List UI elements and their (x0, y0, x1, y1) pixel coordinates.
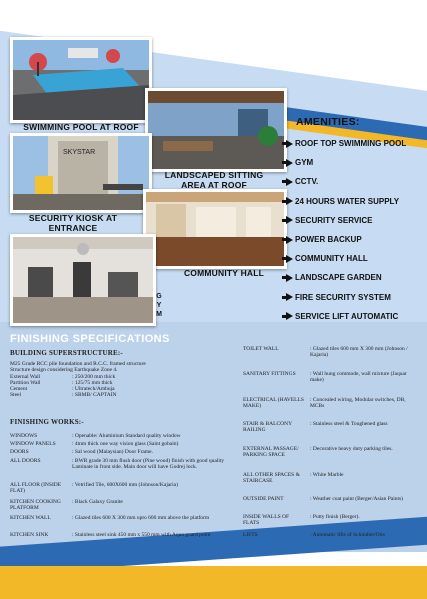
building-line: M25 Grade RCC pile foundation and R.C.C. framed structure (10, 361, 146, 367)
swimming-pool-illustration (13, 40, 149, 120)
gym-letter: G (156, 293, 162, 300)
gym-letter: M (156, 311, 162, 318)
finishing-title: FINISHING SPECIFICATIONS (10, 333, 170, 345)
spec-row (10, 499, 236, 512)
spec-value: : SRMB/ CAPTAIN (72, 392, 117, 398)
spec-value: : Glazed tiles 600 X 300 mm upto 600 mm above the platform (72, 515, 210, 521)
community-hall-photo (143, 189, 287, 269)
amenity-label: GYM (295, 158, 314, 168)
security-kiosk-photo (10, 133, 152, 213)
spec-row (243, 346, 421, 359)
spec-row (243, 472, 421, 485)
amenity-item (286, 249, 406, 268)
spec-row (10, 433, 236, 440)
amenity-item (286, 153, 406, 172)
spec-value: : Vetrified Tile, 600X600 mm (Johnson/Kajaria) (72, 482, 178, 488)
spec-value: : Openable/ Aluminium Standard quality window (72, 433, 181, 439)
arrow-right-icon (286, 312, 293, 320)
sitting-area-illustration (148, 91, 284, 169)
spec-value: : White Marble (310, 472, 344, 478)
spec-row (10, 449, 236, 456)
spec-value: : Sal wood (Malaysian) Door Frame. (72, 449, 153, 455)
spec-value: : Weather coat paint (Berger/Asian Paints) (310, 496, 403, 502)
spec-value: : Black Galaxy Granite (72, 499, 123, 505)
amenity-label: FIRE SECURITY SYSTEM (295, 292, 391, 302)
spec-value: : Stainless steel sink 450 mm x 550 mm with Aqua guard point (72, 532, 211, 538)
spec-label: WINDOW PANELS (10, 441, 56, 447)
spec-row (243, 397, 421, 410)
arrow-right-icon (286, 274, 293, 282)
spec-label: SANITARY FITTINGS (243, 371, 296, 377)
spec-row (243, 371, 421, 384)
works-heading: FINISHING WORKS:- (10, 418, 84, 426)
spec-label: ALL OTHER SPACES & STAIRCASE (243, 472, 300, 485)
amenity-label: CCTV. (295, 177, 319, 187)
sitting-area-caption: LANDSCAPED SITTING AREA AT ROOF (164, 170, 264, 190)
spec-value: : Wall hung commode, wall mixture (Jaquar make) (310, 371, 407, 384)
amenity-item (286, 230, 406, 249)
spec-label: Partition Wall (10, 380, 41, 386)
spec-label: INSIDE WALLS OF FLATS (243, 514, 290, 527)
spec-row (10, 392, 230, 399)
spec-row (243, 446, 421, 459)
spec-row (243, 532, 421, 545)
arrow-right-icon (286, 197, 293, 205)
gym-photo (10, 234, 156, 326)
spec-row (10, 515, 236, 528)
amenity-label: SERVICE LIFT AUTOMATIC (295, 311, 399, 321)
amenity-item (286, 134, 406, 153)
arrow-right-icon (286, 159, 293, 167)
spec-label: STAIR & BALCONY RAILING (243, 421, 292, 434)
spec-label: Steel (10, 392, 21, 398)
arrow-right-icon (286, 216, 293, 224)
amenity-item (286, 172, 406, 191)
spec-label: EXTERNAL PASSAGE/ PARKING SPACE (243, 446, 299, 459)
gym-caption (155, 292, 163, 319)
spec-value: : Concealed wiring, Modular switches, DB, MCBs (310, 397, 406, 410)
amenity-item (286, 192, 406, 211)
spec-row (243, 496, 421, 509)
arrow-right-icon (286, 255, 293, 263)
spec-row (243, 514, 421, 527)
spec-label: OUTSIDE PAINT (243, 496, 284, 502)
spec-value: : 4mm thick one way vision glass (Saint gobain) (72, 441, 179, 447)
amenity-label: COMMUNITY HALL (295, 254, 368, 264)
swimming-pool-photo (10, 37, 152, 123)
security-kiosk-illustration (13, 136, 149, 210)
footer-gold-band (0, 566, 427, 599)
spec-value: : Putty finish (Berger). (310, 514, 360, 520)
spec-value: : BWR grade 30 mm flush door (Pine wood) finish with good quality Laminate in front side. Main door will have Godrej lock. (72, 458, 225, 471)
amenity-label: SECURITY SERVICE (295, 215, 373, 225)
spec-row (10, 458, 236, 478)
spec-label: TOILET WALL (243, 346, 279, 352)
arrow-right-icon (286, 178, 293, 186)
spec-label: DOORS (10, 449, 29, 455)
spec-label: ALL DOORS (10, 458, 41, 464)
building-sign-text: SKYSTAR (63, 149, 96, 156)
spec-label: ALL FLOOR (INSIDE FLAT) (10, 482, 62, 495)
amenity-label: 24 HOURS WATER SUPPLY (295, 196, 400, 206)
spec-row (10, 441, 236, 448)
gym-letter: Y (156, 302, 162, 309)
spec-value: : Automatic lifts of Schindler/Otis (310, 532, 385, 538)
spec-value: : 125/75 mm thick (72, 380, 113, 386)
amenities-list (286, 134, 406, 326)
community-hall-illustration (146, 192, 284, 266)
spec-label: Cement (10, 386, 28, 392)
spec-label: ELECTRICAL (HAVELLS MAKE) (243, 397, 304, 410)
amenity-item (286, 307, 406, 326)
arrow-right-icon (286, 293, 293, 301)
amenity-label: LANDSCAPE GARDEN (295, 273, 382, 283)
swimming-pool-caption: SWIMMING POOL AT ROOF (23, 122, 139, 132)
gym-illustration (13, 237, 153, 323)
spec-row (243, 421, 421, 434)
security-kiosk-caption: SECURITY KIOSK AT ENTRANCE (28, 213, 118, 233)
amenity-label: ROOF TOP SWIMMING POOL (295, 139, 407, 149)
spec-value: : Stainless steel & Toughened glass (310, 421, 388, 427)
spec-label: KITCHEN COOKING PLATFORM (10, 499, 61, 512)
spec-label: KITCHEN WALL (10, 515, 51, 521)
building-line: Structure design considering Earthquake Zone 4. (10, 367, 118, 373)
building-heading: BUILDING SUPERSTRUCTURE:- (10, 349, 123, 357)
community-hall-caption: COMMUNITY HALL (183, 268, 265, 278)
spec-value: : Decorative heavy duty parking tiles. (310, 446, 393, 452)
spec-label: LIFTS (243, 532, 258, 538)
spec-value: : 250/200 mm thick (72, 374, 116, 380)
arrow-right-icon (286, 140, 293, 148)
amenity-label: POWER BACKUP (295, 235, 362, 245)
spec-label: WINDOWS (10, 433, 38, 439)
arrow-right-icon (286, 236, 293, 244)
amenity-item (286, 268, 406, 287)
amenity-item (286, 288, 406, 307)
spec-label: External Wall (10, 374, 41, 380)
spec-row (10, 482, 236, 495)
spec-row (10, 532, 236, 545)
amenity-item (286, 211, 406, 230)
amenities-title: AMENITIES: (296, 116, 360, 128)
spec-value: : Ultratech/Ambuja (72, 386, 115, 392)
spec-label: KITCHEN SINK (10, 532, 49, 538)
spec-value: : Glazed tiles 600 mm X 300 mm (Johnson / Kajaria) (310, 346, 408, 359)
sitting-area-photo (145, 88, 287, 172)
